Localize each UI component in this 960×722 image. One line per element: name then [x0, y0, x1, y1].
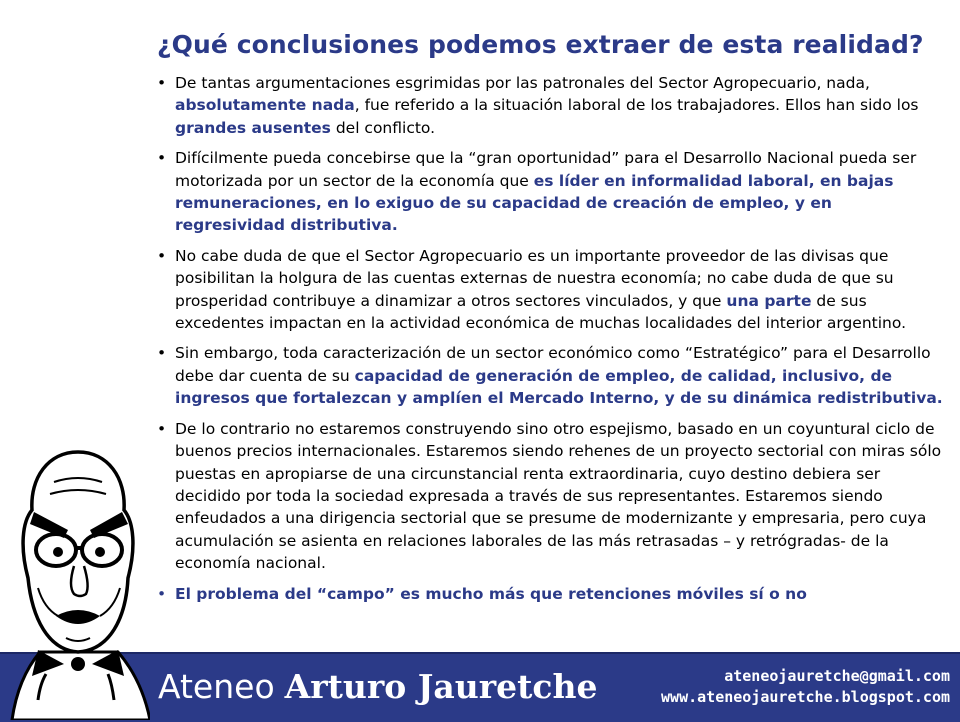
bullet-list — [157, 72, 947, 613]
bullet-text: Sin embargo, toda caracterización de un sector económico como “Estratégico” para el Desarrollo debe dar cuenta de su — [175, 344, 931, 385]
bullet-text: de sus excedentes impactan en la actividad económica de muchas localidades del interior argentino. — [175, 291, 906, 333]
bullet-item — [157, 342, 947, 409]
footer-contact — [661, 666, 950, 708]
footer-brand — [158, 664, 597, 710]
bullet-text: , fue referido a la situación laboral de los trabajadores. Ellos han sido los — [354, 96, 919, 115]
bullet-emphasis-text: grandes ausentes — [175, 118, 331, 137]
bullet-emphasis-text: El problema del “campo” es mucho más que retenciones móviles sí o no — [175, 584, 807, 603]
contact-email: ateneojauretche@gmail.com — [724, 667, 950, 685]
brand-name-arturo-jauretche: Arturo Jauretche — [284, 667, 598, 706]
bullet-emphasis-text: capacidad de generación de empleo, de calidad, inclusivo, de ingresos que fortalezcan y amplíen el Mercado Interno, y de su dinámica redistributiva. — [175, 366, 943, 408]
brand-word-ateneo: Ateneo — [158, 667, 275, 706]
bullet-item — [157, 147, 947, 237]
bullet-item — [157, 418, 947, 575]
bullet-text: del conflicto. — [330, 118, 436, 137]
bullet-emphasis-text: absolutamente nada — [175, 96, 355, 115]
contact-website: www.ateneojauretche.blogspot.com — [661, 688, 950, 706]
bullet-text: De tantas argumentaciones esgrimidas por las patronales del Sector Agropecuario, nada, — [175, 74, 870, 92]
bullet-item — [157, 245, 947, 335]
jauretche-caricature-icon — [10, 438, 150, 720]
bullet-item — [157, 72, 947, 139]
bullet-text: Difícilmente pueda concebirse que la “gran oportunidad” para el Desarrollo Nacional pueda ser motorizada por un sector de la economía que — [175, 149, 917, 190]
bullet-item — [157, 583, 947, 605]
slide-title: ¿Qué conclusiones podemos extraer de esta realidad? — [157, 30, 924, 59]
bullet-emphasis-text: es líder en informalidad laboral, en bajas remuneraciones, en lo exiguo de su capacidad de creación de empleo, y en regresividad distributiva. — [175, 171, 894, 235]
bullet-emphasis-text: una parte — [726, 291, 812, 310]
bullet-text: De lo contrario no estaremos construyendo sino otro espejismo, basado en un coyuntural ciclo de buenos precios internacionales. Estaremos siendo rehenes de un proyecto sectorial con miras sólo puestas en apropiarse de una circunstancial renta extraordinaria, cuyo destino debiera ser decidido por toda la sociedad expresada a través de sus representantes. Estaremos siendo enfeudados a una dirigencia sectorial que se presume de modernizante y empresaria, pero cuya acumulación se asienta en relaciones laborales de las más retrasadas – y retrógradas- de la economía nacional. — [175, 419, 942, 573]
bullet-text: No cabe duda de que el Sector Agropecuario es un importante proveedor de las divisas que posibilitan la holgura de las cuentas externas de nuestra economía; no cabe duda de que su prosperidad contribuye a dinamizar a otros sectores vinculados, y que — [175, 246, 894, 310]
